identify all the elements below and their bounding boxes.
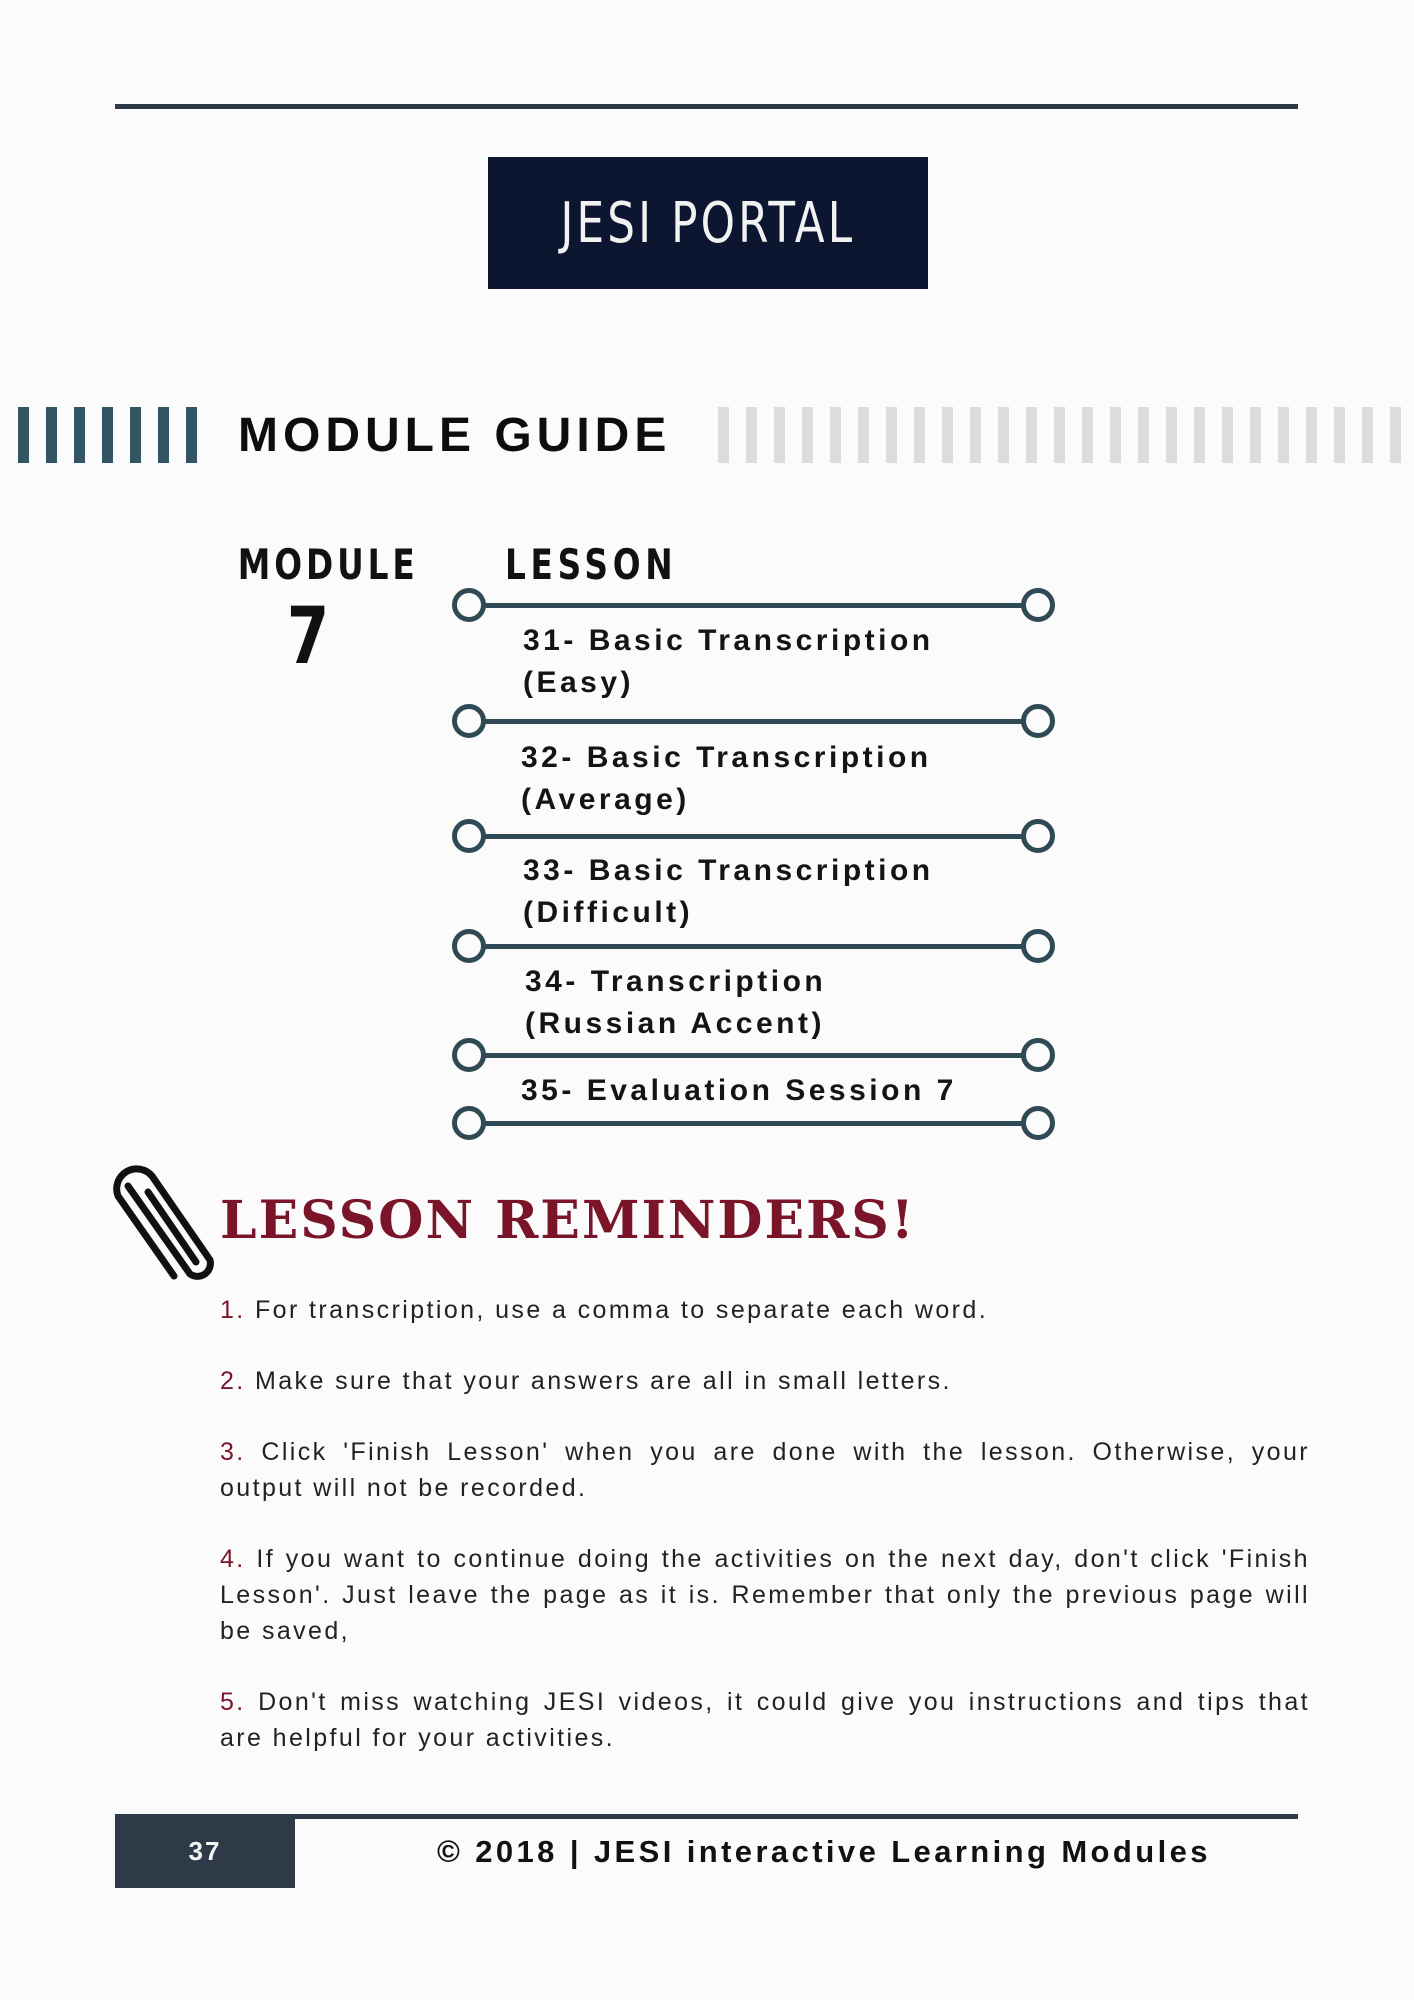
reminder-item [220,1541,1310,1649]
timeline-line [470,719,1040,724]
timeline-line [470,603,1040,608]
reminder-item [220,1363,1310,1399]
lesson-level: (Difficult) [523,896,694,929]
timeline-line [470,944,1040,949]
reminder-item [220,1684,1310,1756]
lesson-item-31 [523,620,1043,704]
lesson-item-33 [523,850,1043,934]
footer-copyright: © 2018 | JESI interactive Learning Modules [437,1834,1211,1869]
heading-bars-left [18,407,214,463]
lesson-title: 32- Basic Transcription [521,741,932,774]
timeline-node [452,1106,486,1140]
lesson-label: LESSON [505,540,678,589]
reminder-number: 2. [220,1367,246,1395]
timeline-node [1021,704,1055,738]
portal-banner [488,157,928,289]
reminder-number: 4. [220,1545,246,1573]
module-number: 7 [286,592,330,682]
heading-bars-right [718,407,1414,463]
reminder-text: Make sure that your answers are all in small letters. [255,1367,952,1395]
timeline-line [470,1053,1040,1058]
timeline-node [452,1038,486,1072]
reminder-item [220,1434,1310,1506]
timeline-node [452,704,486,738]
reminder-text: For transcription, use a comma to separate each word. [255,1296,989,1324]
lesson-title: 34- Transcription [525,965,827,998]
module-guide-title: MODULE GUIDE [238,409,672,462]
timeline-node [452,819,486,853]
paperclip-icon [104,1160,214,1290]
lesson-item-34 [525,961,1045,1045]
lesson-level: (Russian Accent) [525,1007,825,1040]
lesson-title: 33- Basic Transcription [523,854,934,887]
lesson-title: 31- Basic Transcription [523,624,934,657]
module-label: MODULE [237,540,419,589]
reminder-text: Don't miss watching JESI videos, it could give you instructions and tips that are helpful for your activities. [220,1688,1310,1752]
portal-title: JESI PORTAL [560,190,856,256]
lesson-title: 35- Evaluation Session 7 [521,1074,957,1107]
reminder-number: 5. [220,1688,246,1716]
reminder-text: If you want to continue doing the activities on the next day, don't click 'Finish Lesson'. Just leave the page as it is. Remember that only the previous page will be saved, [220,1545,1310,1645]
timeline-node [452,929,486,963]
lesson-item-32 [521,737,1041,821]
timeline-node [452,588,486,622]
reminder-number: 3. [220,1438,246,1466]
timeline-node [1021,588,1055,622]
timeline-node [1021,819,1055,853]
lesson-item-35 [521,1070,1041,1112]
page-number-box [115,1814,295,1888]
top-rule [115,104,1298,109]
lesson-level: (Easy) [523,666,635,699]
page-number: 37 [188,1835,222,1866]
timeline-line [470,834,1040,839]
reminders-title: LESSON REMINDERS! [220,1190,916,1251]
timeline-node [1021,929,1055,963]
reminder-text: Click 'Finish Lesson' when you are done with the lesson. Otherwise, your output will not be recorded. [220,1438,1310,1502]
reminder-number: 1. [220,1296,246,1324]
timeline-line [470,1121,1040,1126]
lesson-level: (Average) [521,783,690,816]
reminder-item [220,1292,1310,1328]
